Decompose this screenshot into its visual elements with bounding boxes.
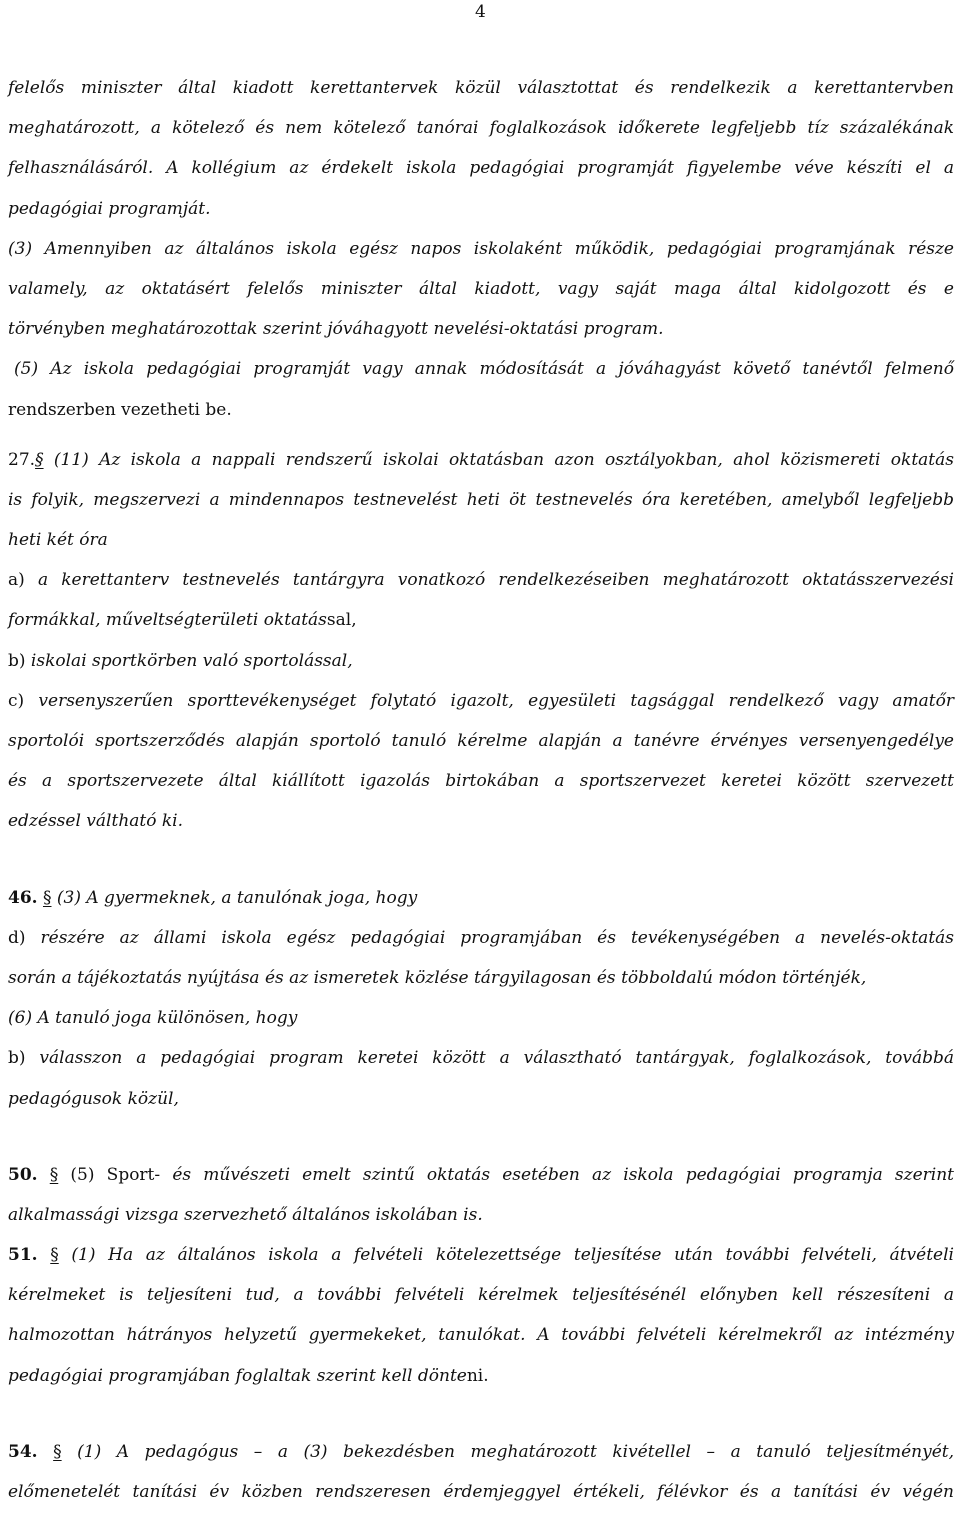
paragraph-modositas xyxy=(8,349,954,429)
text-line: is folyik, megszervezi a mindennapos testnevelést heti öt testnevelés óra keretében, amelyből legfeljebb xyxy=(8,489,954,510)
section-50 xyxy=(8,1155,954,1235)
section-text: pedagógiai programjában foglaltak szerint kell dönte xyxy=(8,1365,467,1386)
text-line xyxy=(8,878,954,918)
text-line: kérelmeket is teljesíteni tud, a további felvételi kérelmek teljesítésénél előnyben kell részesíteni a xyxy=(8,1285,954,1306)
text-line: (6) A tanuló joga különösen, hogy xyxy=(8,1008,298,1029)
section-54 xyxy=(8,1432,954,1512)
text-line xyxy=(8,1235,954,1275)
text-line: pedagógiai programját. xyxy=(8,198,211,219)
text-line: halmozottan hátrányos helyzetű gyermekeket, tanulókat. A további felvételi kérelmekről az intézmény xyxy=(8,1325,954,1346)
section-number: 54. xyxy=(8,1441,38,1462)
paragraph-egesz-napos xyxy=(8,229,954,350)
paragraph-kollegium xyxy=(8,68,954,229)
text-line: heti két óra xyxy=(8,530,108,551)
text-line: során a tájékoztatás nyújtása és az ismeretek közlése tárgyilagosan és többoldalú módon történjék, xyxy=(8,967,867,988)
section-text: (1) A pedagógus – a (3) bekezdésben meghatározott kivétellel – a tanuló teljesítményét, xyxy=(77,1441,955,1462)
list-text: formákkal, műveltségterületi oktatás xyxy=(8,610,327,631)
text-line: (3) Amennyiben az általános iskola egész napos iskolaként működik, pedagógiai programjának része xyxy=(8,238,954,259)
list-text: válasszon a pedagógiai program keretei között a választható tantárgyak, foglalkozások, továbbá xyxy=(39,1048,955,1069)
section-text: és művészeti emelt szintű oktatás esetében az iskola pedagógiai programja szerint xyxy=(172,1164,955,1185)
section-sign: § xyxy=(49,1164,59,1185)
list-text: versenyszerűen sporttevékenységet folytató igazolt, egyesületi tagsággal rendelkező vagy amatőr xyxy=(38,690,955,711)
text-line: edzéssel váltható ki. xyxy=(8,811,184,832)
text-line: alkalmassági vizsga szervezhető általános iskolában is. xyxy=(8,1204,483,1225)
text-line: sportolói sportszerződés alapján sportoló tanuló kérelme alapján a tanévre érvényes versenyengedélye xyxy=(8,731,954,751)
text-line: valamely, az oktatásért felelős miniszter által kiadott, vagy saját maga által kidolgozott és e xyxy=(8,278,954,299)
section-sign: § xyxy=(53,1441,62,1462)
text-line: rendszerben vezetheti be. xyxy=(8,399,232,420)
text-line xyxy=(8,1356,954,1396)
list-item-d xyxy=(8,918,954,958)
list-text: iskolai sportkörben való sportolással, xyxy=(30,650,353,671)
text-line xyxy=(8,600,954,640)
list-text: részére az állami iskola egész pedagógiai programjában és tevékenységében a nevelés-oktatás xyxy=(40,927,955,948)
text-line: felhasználásáról. A kollégium az érdekelt iskola pedagógiai programját figyelembe véve készíti el a xyxy=(8,158,954,179)
section-sign: § xyxy=(42,887,52,908)
section-text: (1) Ha az általános iskola a felvételi kötelezettsége teljesítése után további felvételi, átvételi xyxy=(71,1245,954,1266)
section-number: 51. xyxy=(8,1245,38,1266)
list-label: b) xyxy=(8,1048,26,1069)
section-51 xyxy=(8,1235,954,1396)
text-line xyxy=(8,440,954,480)
section-number: 50. xyxy=(8,1164,38,1185)
section-sign: § xyxy=(35,449,44,470)
list-item-b xyxy=(8,1038,954,1078)
text-line: pedagógusok közül, xyxy=(8,1088,179,1109)
section-text: (5) Sport- xyxy=(70,1164,161,1185)
text-line: meghatározott, a kötelező és nem kötelező tanórai foglalkozások időkerete legfeljebb tíz százalékának xyxy=(8,118,954,139)
list-item-a xyxy=(8,560,954,600)
section-46 xyxy=(8,878,954,1119)
document-body xyxy=(8,68,954,1512)
text-line: törvényben meghatározottak szerint jóváhagyott nevelési-oktatási program. xyxy=(8,319,664,340)
section-27 xyxy=(8,440,954,842)
list-item-c xyxy=(8,681,954,721)
list-label: a) xyxy=(8,570,25,591)
section-text: ni. xyxy=(466,1365,489,1386)
list-item-b xyxy=(8,641,954,681)
text-line xyxy=(8,1432,954,1472)
list-label: c) xyxy=(8,690,25,711)
section-text: (11) Az iskola a nappali rendszerű iskolai oktatásban azon osztályokban, ahol közismereti oktatás xyxy=(53,449,954,470)
text-line: (5) Az iskola pedagógiai programját vagy annak módosítását a jóváhagyást követő tanévtől felmenő xyxy=(14,359,954,380)
list-text: sal, xyxy=(326,610,357,631)
text-line: és a sportszervezete által kiállított igazolás birtokában a sportszervezet keretei között szervezett xyxy=(8,771,954,792)
list-label: b) xyxy=(8,650,26,671)
section-number: 46. xyxy=(8,887,38,908)
section-sign: § xyxy=(50,1245,59,1266)
list-label: d) xyxy=(8,927,26,948)
text-line: előmenetelét tanítási év közben rendszeresen érdemjeggyel értékeli, félévkor és a tanítási év végén xyxy=(8,1482,954,1502)
section-text: (3) A gyermeknek, a tanulónak joga, hogy xyxy=(56,887,418,908)
section-number: 27. xyxy=(8,449,36,470)
list-text: a kerettanterv testnevelés tantárgyra vonatkozó rendelkezéseiben meghatározott oktatásszervezési xyxy=(37,570,954,591)
page-number: 4 xyxy=(475,2,486,22)
text-line xyxy=(8,1155,954,1195)
text-line: felelős miniszter által kiadott kerettantervek közül választottat és rendelkezik a kerettantervben xyxy=(8,78,954,98)
